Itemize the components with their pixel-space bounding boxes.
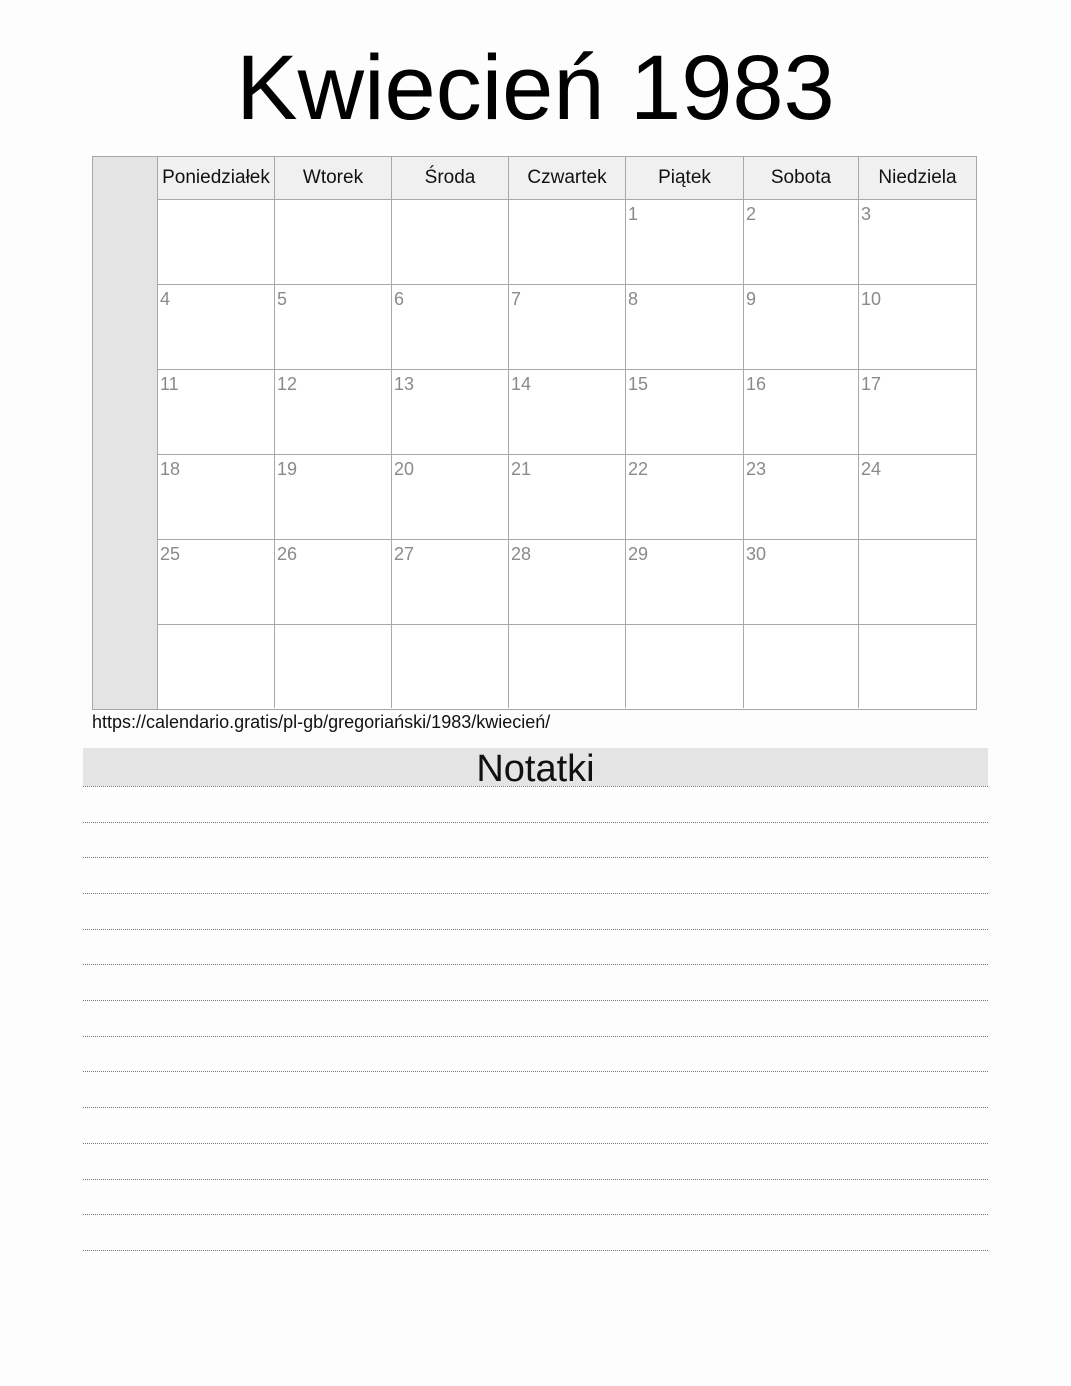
- day-cell[interactable]: [744, 625, 859, 708]
- week-row: [158, 200, 976, 285]
- note-line[interactable]: [83, 1179, 988, 1180]
- day-cell[interactable]: [859, 540, 976, 624]
- day-cell[interactable]: [392, 625, 509, 708]
- day-cell[interactable]: 25: [158, 540, 275, 624]
- day-cell[interactable]: [158, 625, 275, 708]
- day-cell[interactable]: 5: [275, 285, 392, 369]
- note-line[interactable]: [83, 1250, 988, 1251]
- day-cell[interactable]: 11: [158, 370, 275, 454]
- day-cell[interactable]: 29: [626, 540, 744, 624]
- day-cell[interactable]: 23: [744, 455, 859, 539]
- day-grid: [158, 200, 976, 709]
- day-cell[interactable]: 1: [626, 200, 744, 284]
- day-cell[interactable]: 17: [859, 370, 976, 454]
- week-row: [158, 370, 976, 455]
- note-line[interactable]: [83, 786, 988, 787]
- day-cell[interactable]: 6: [392, 285, 509, 369]
- day-cell[interactable]: [509, 625, 626, 708]
- note-line[interactable]: [83, 1143, 988, 1144]
- weekday-friday: Piątek: [626, 157, 744, 199]
- note-line[interactable]: [83, 1214, 988, 1215]
- day-cell[interactable]: 16: [744, 370, 859, 454]
- day-cell[interactable]: 2: [744, 200, 859, 284]
- week-row: [158, 625, 976, 708]
- day-cell[interactable]: 15: [626, 370, 744, 454]
- day-cell[interactable]: 9: [744, 285, 859, 369]
- weekday-saturday: Sobota: [744, 157, 859, 199]
- note-line[interactable]: [83, 822, 988, 823]
- week-row: [158, 540, 976, 625]
- source-url-link[interactable]: https://calendario.gratis/pl-gb/gregoriański/1983/kwiecień/: [92, 712, 551, 732]
- day-cell[interactable]: 26: [275, 540, 392, 624]
- day-cell[interactable]: 19: [275, 455, 392, 539]
- weekday-sunday: Niedziela: [878, 167, 957, 188]
- day-cell[interactable]: 18: [158, 455, 275, 539]
- day-cell[interactable]: 22: [626, 455, 744, 539]
- day-cell[interactable]: 30: [744, 540, 859, 624]
- note-line[interactable]: [83, 929, 988, 930]
- day-cell[interactable]: 12: [275, 370, 392, 454]
- note-line[interactable]: [83, 857, 988, 858]
- day-cell[interactable]: 24: [859, 455, 976, 539]
- day-cell[interactable]: 13: [392, 370, 509, 454]
- note-line[interactable]: [83, 1000, 988, 1001]
- day-cell[interactable]: [392, 200, 509, 284]
- day-cell[interactable]: 27: [392, 540, 509, 624]
- page-title: Kwiecień 1983: [236, 37, 835, 139]
- day-cell[interactable]: 7: [509, 285, 626, 369]
- note-line[interactable]: [83, 893, 988, 894]
- weekday-header-row: [158, 157, 976, 200]
- day-cell[interactable]: 8: [626, 285, 744, 369]
- day-cell[interactable]: 4: [158, 285, 275, 369]
- calendar-grid: [92, 156, 977, 710]
- note-line[interactable]: [83, 964, 988, 965]
- day-cell[interactable]: 20: [392, 455, 509, 539]
- day-cell[interactable]: 28: [509, 540, 626, 624]
- notes-title: Notatki: [83, 748, 988, 786]
- weekday-tuesday: Wtorek: [275, 157, 392, 199]
- week-number-column: [93, 157, 158, 709]
- note-line[interactable]: [83, 1036, 988, 1037]
- day-cell[interactable]: 3: [859, 200, 976, 284]
- weekday-thursday: Czwartek: [509, 157, 626, 199]
- day-cell[interactable]: [509, 200, 626, 284]
- day-cell[interactable]: [158, 200, 275, 284]
- day-cell[interactable]: [626, 625, 744, 708]
- weekday-monday: Poniedziałek: [158, 157, 275, 199]
- day-cell[interactable]: [859, 625, 976, 708]
- weekday-wednesday: Środa: [392, 157, 509, 199]
- week-row: [158, 455, 976, 540]
- day-cell[interactable]: [275, 200, 392, 284]
- day-cell[interactable]: 10: [859, 285, 976, 369]
- day-cell[interactable]: [275, 625, 392, 708]
- note-line[interactable]: [83, 1071, 988, 1072]
- note-line[interactable]: [83, 1107, 988, 1108]
- day-cell[interactable]: 21: [509, 455, 626, 539]
- week-row: [158, 285, 976, 370]
- day-cell[interactable]: 14: [509, 370, 626, 454]
